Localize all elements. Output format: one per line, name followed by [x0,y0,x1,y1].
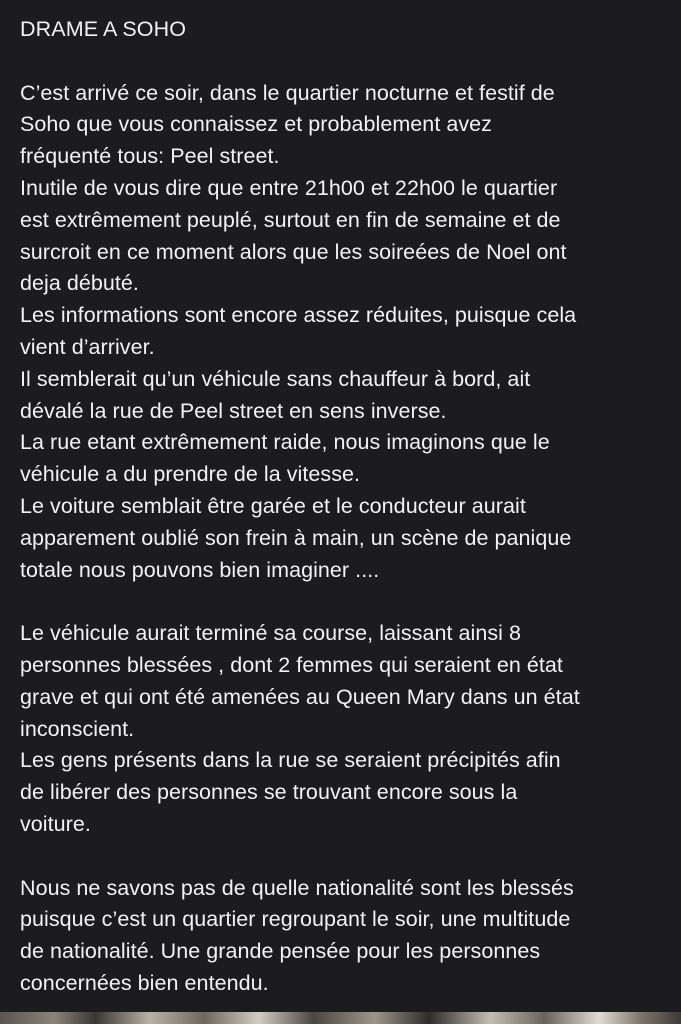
text-line: fréquenté tous: Peel street. [20,144,280,169]
paragraph-3 [20,873,670,1000]
text-line: grave et qui ont été amenées au Queen Mary dans un état [20,684,580,709]
text-line: Soho que vous connaissez et probablement avez [20,112,492,137]
text-line: apparement oublié son frein à main, un scène de panique [20,525,572,550]
post-title: DRAME A SOHO [20,17,187,41]
text-line: véhicule a du prendre de la vitesse. [20,462,361,487]
text-line: Il semblerait qu’un véhicule sans chauffeur à bord, ait [20,366,531,391]
paragraph-1 [20,78,670,587]
text-line: C’est arrivé ce soir, dans le quartier nocturne et festif de [20,80,555,105]
text-line: Le voiture semblait être garée et le conducteur aurait [20,493,526,518]
text-line: voiture. [20,811,91,836]
text-line: concernées bien entendu. [20,970,269,995]
text-line: Les gens présents dans la rue se seraient précipités afin [20,748,561,773]
text-line: inconscient. [20,716,135,741]
text-line: puisque c’est un quartier regroupant le soir, une multitude [20,907,571,932]
text-line: de libérer des personnes se trouvant encore sous la [20,780,518,805]
text-line: Le véhicule aurait terminé sa course, laissant ainsi 8 [20,621,522,646]
text-line: est extrêmement peuplé, surtout en fin de semaine et de [20,207,561,232]
text-line: Les informations sont encore assez réduites, puisque cela [20,303,577,328]
paragraph-2 [20,618,670,841]
text-line: La rue etant extrêmement raide, nous imaginons que le [20,430,550,455]
attached-image-edge[interactable] [0,1012,681,1024]
text-line: surcroit en ce moment alors que les soireées de Noel ont [20,239,567,264]
text-line: Inutile de vous dire que entre 21h00 et 22h00 le quartier [20,175,558,200]
text-line: dévalé la rue de Peel street en sens inverse. [20,398,447,423]
text-line: personnes blessées , dont 2 femmes qui seraient en état [20,652,563,677]
text-line: deja débuté. [20,271,139,296]
post-body [20,14,670,1000]
text-line: vient d’arriver. [20,334,155,359]
text-line: de nationalité. Une grande pensée pour les personnes [20,939,541,964]
text-line: Nous ne savons pas de quelle nationalité sont les blessés [20,875,574,900]
text-line: totale nous pouvons bien imaginer .... [20,557,380,582]
